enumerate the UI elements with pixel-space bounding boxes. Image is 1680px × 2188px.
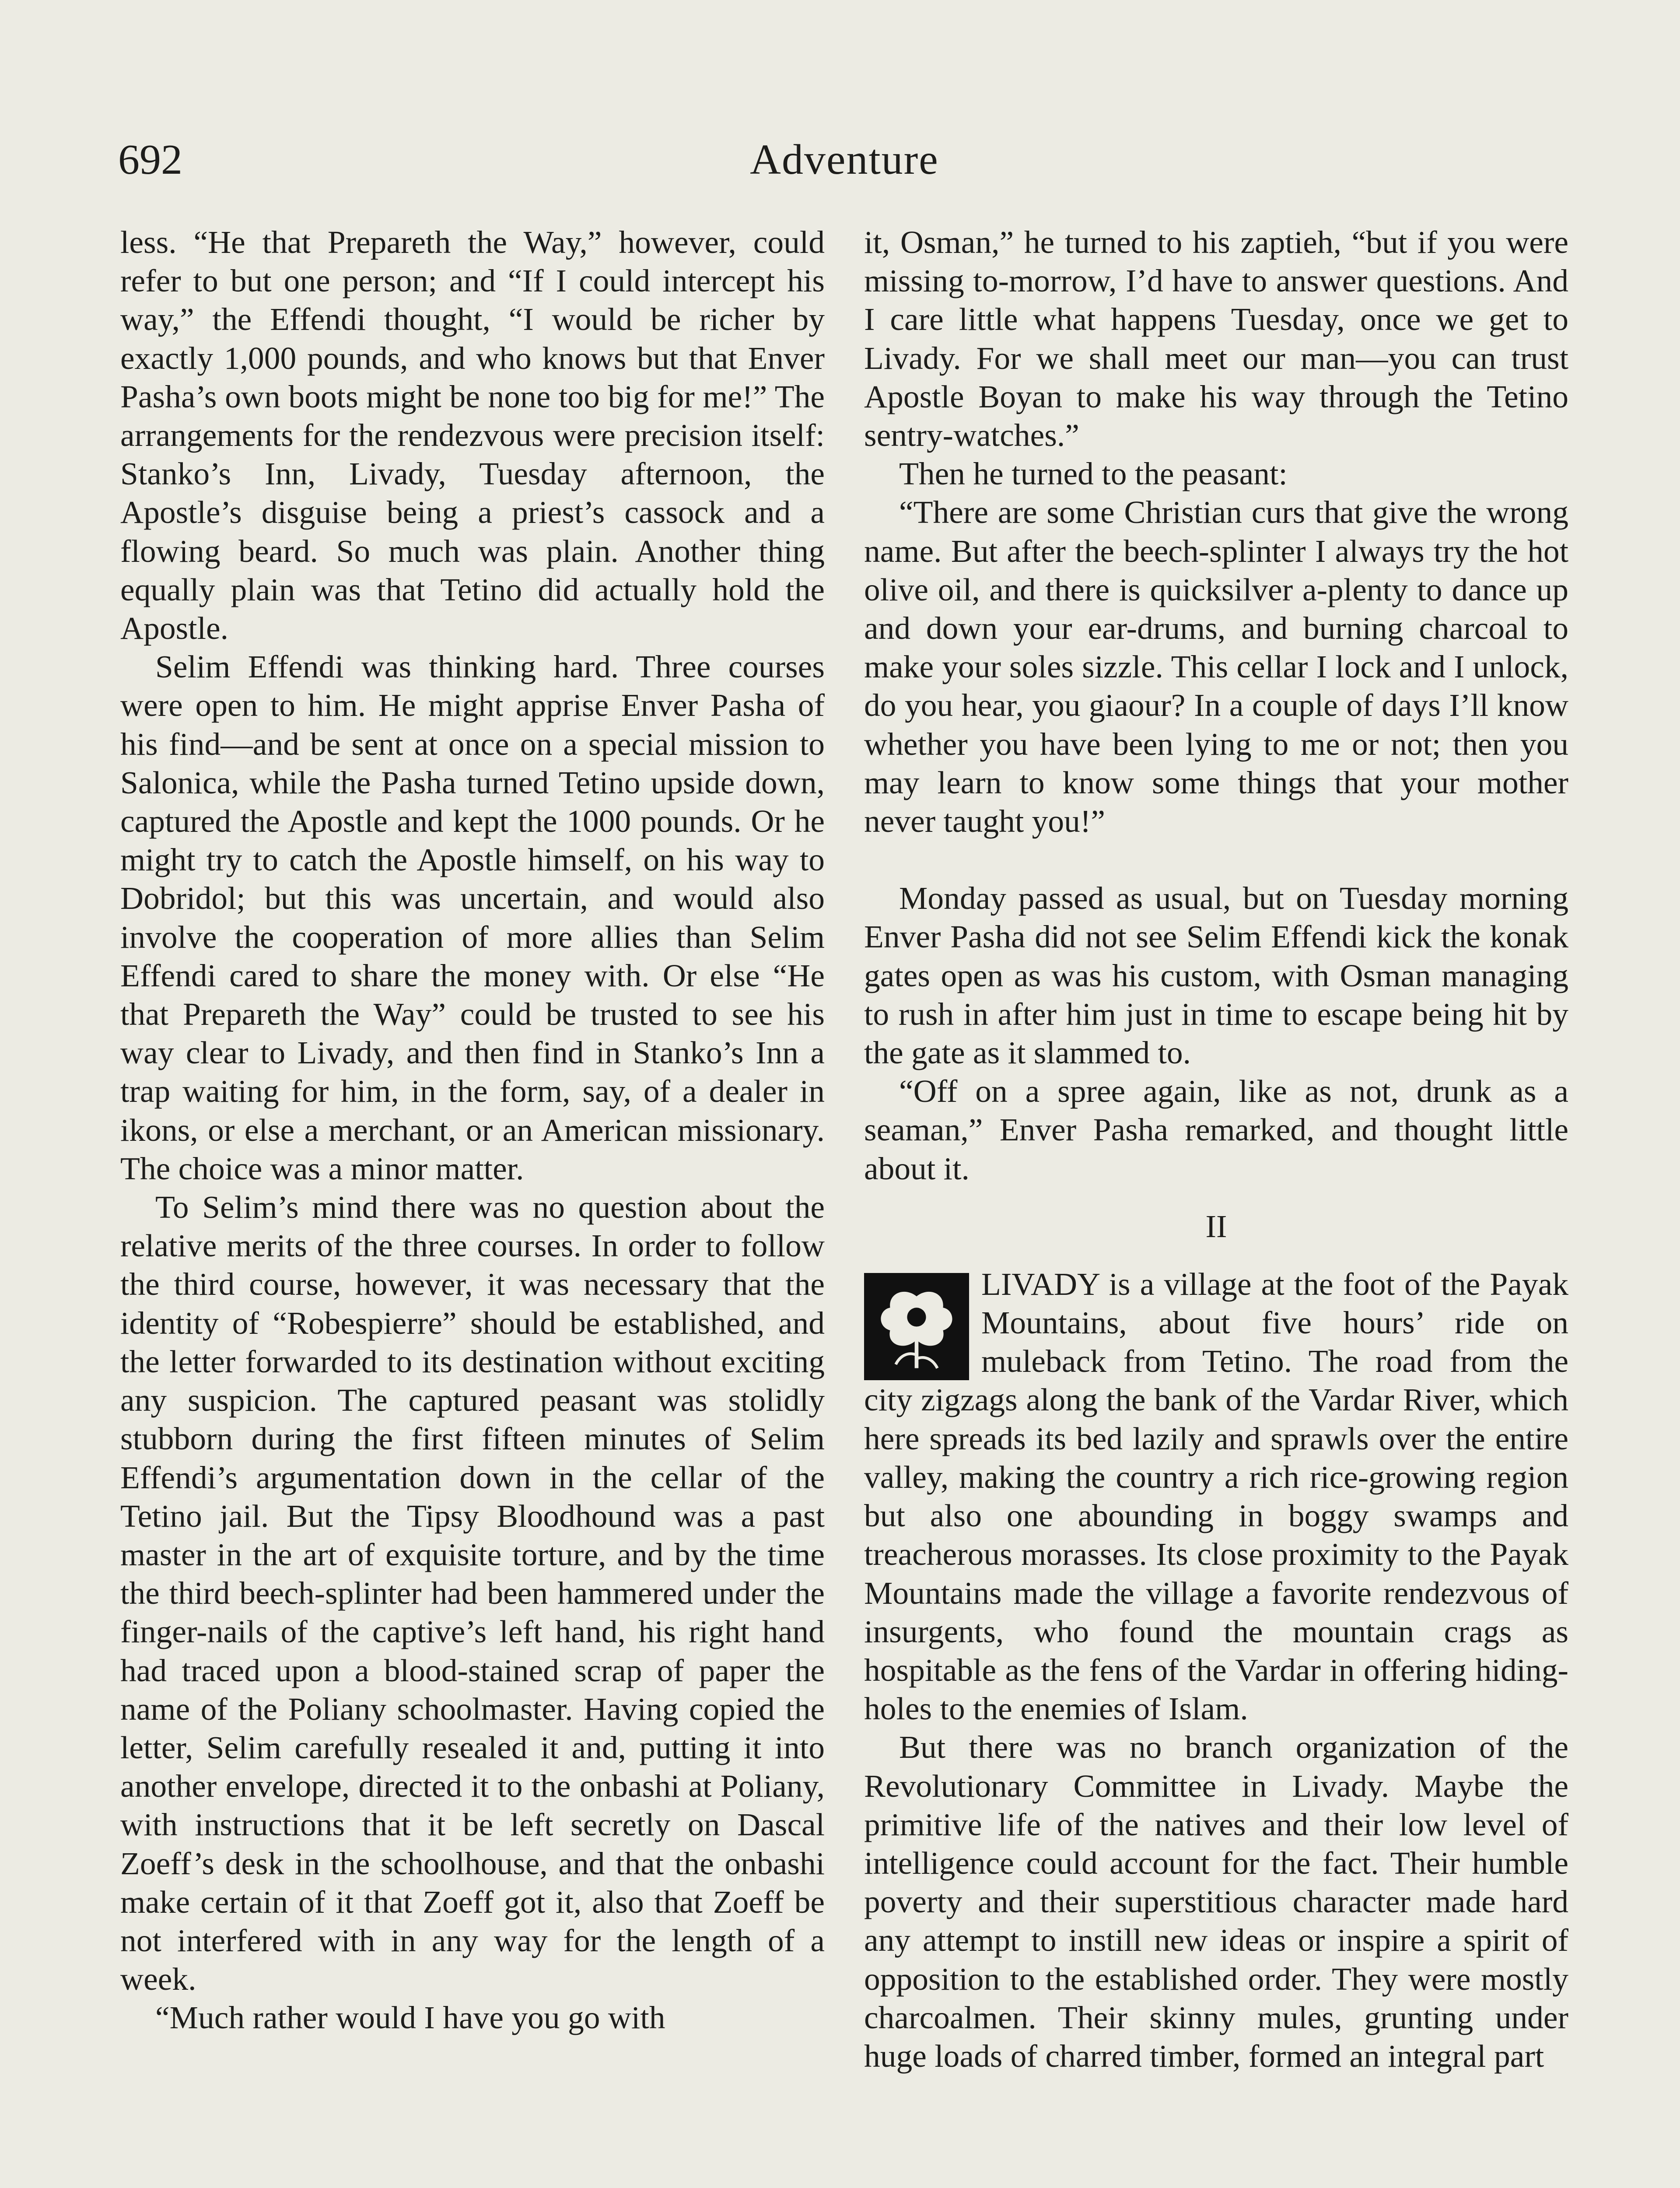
- running-title: Adventure: [750, 136, 939, 183]
- paragraph: “There are some Christian curs that give the wrong name. But after the beech-splinter I always try the hot olive oil, and there is quicksilver a-plenty to dance up and down your ear-drums, and burning charcoal to make your soles sizzle. This cellar I lock and I unlock, do you hear, you giaour? In a couple of days I’ll know whether you have been lying to me or not; then you may learn to know some things that your mother never taught you!”: [864, 494, 1568, 839]
- paragraph: Selim Effendi was thinking hard. Three courses were open to him. He might apprise Enver Pasha of his find—and be sent at once on a special mission to Salonica, while the Pasha turned Tetino upside down, captured the Apostle and kept the 1000 pounds. Or he might try to catch the Apostle himself, on his way to Dobridol; but this was uncertain, and would also involve the cooperation of more allies than Selim Effendi cared to share the money with. Or else “He that Prepareth the Way” could be trusted to see his way clear to Livady, and then find in Stanko’s Inn a trap waiting for him, in the form, say, of a dealer in ikons, or else a merchant, or an American missionary. The choice was a minor matter.: [120, 649, 825, 1186]
- right-column: [864, 223, 1568, 2188]
- page-header: [118, 131, 1571, 188]
- paragraph: “Much rather would I have you go with: [155, 2000, 665, 2036]
- floral-ornament-icon: [864, 1273, 969, 1380]
- paragraph: Then he turned to the peasant:: [899, 456, 1288, 492]
- paragraph: Monday passed as usual, but on Tuesday morning Enver Pasha did not see Selim Effendi kick the konak gates open as was his custom, with Osman managing to rush in after him just in time to escape being hit by the gate as it slammed to.: [864, 880, 1568, 1071]
- page-number: 692: [118, 136, 182, 183]
- left-column: [120, 223, 825, 2188]
- paragraph: To Selim’s mind there was no question about the relative merits of the three courses. In order to follow the third course, however, it was necessary that the identity of “Robespierre” should be established, and the letter forwarded to its destination without exciting any suspicion. The captured peasant was stolidly stubborn during the first fifteen minutes of Selim Effendi’s argumentation down in the cellar of the Tetino jail. But the Tipsy Bloodhound was a past master in the art of exquisite torture, and by the time the third beech-splinter had been hammered under the finger-nails of the captive’s left hand, his right hand had traced upon a blood-stained scrap of paper the name of the Poliany schoolmaster. Having copied the letter, Selim carefully resealed it and, putting it into another envelope, directed it to the onbashi at Poliany, with instructions that it be left secretly on Dascal Zoeff’s desk in the schoolhouse, and that the onbashi make certain of it that Zoeff got it, also that Zoeff be not interfered with in any way for the length of a week.: [120, 1189, 825, 1997]
- paragraph: But there was no branch organization of the Revolutionary Committee in Livady. Maybe the primitive life of the natives and their low level of intelligence could account for the fact. Their humble poverty and their superstitious character made hard any attempt to instill new ideas or inspire a spirit of opposition to the established order. They were mostly charcoalmen. Their skinny mules, grunting under huge loads of charred timber, formed an integral part: [864, 1729, 1568, 2074]
- paragraph: it, Osman,” he turned to his zaptieh, “but if you were missing to-morrow, I’d have to answer questions. And I care little what happens Tuesday, once we get to Livady. For we shall meet our man—you can trust Apostle Boyan to make his way through the Tetino sentry-watches.”: [864, 224, 1568, 453]
- paragraph: LIVADY is a village at the foot of the Payak Mountains, about five hours’ ride on muleback from Tetino. The road from the city zigzags along the bank of the Vardar River, which here spreads its bed lazily and sprawls over the entire valley, making the country a rich rice-growing region but also one abounding in boggy swamps and treacherous morasses. Its close proximity to the Payak Mountains made the village a favorite rendezvous of insurgents, who found the mountain crags as hospitable as the fens of the Vardar in offering hiding-holes to the enemies of Islam.: [864, 1266, 1568, 1727]
- scene-break: [864, 841, 1568, 879]
- section-heading: II: [1205, 1208, 1227, 1244]
- paragraph: less. “He that Prepareth the Way,” however, could refer to but one person; and “If I could intercept his way,” the Effendi thought, “I would be richer by exactly 1,000 pounds, and who knows but that Enver Pasha’s own boots might be none too big for me!” The arrangements for the rendezvous were precision itself: Stanko’s Inn, Livady, Tuesday afternoon, the Apostle’s disguise being a priest’s cassock and a flowing beard. So much was plain. Another thing equally plain was that Tetino did actually hold the Apostle.: [120, 224, 825, 646]
- dropcap-paragraph: [864, 1265, 1568, 1728]
- paragraph: “Off on a spree again, like as not, drunk as a seaman,” Enver Pasha remarked, and thought little about it.: [864, 1073, 1568, 1186]
